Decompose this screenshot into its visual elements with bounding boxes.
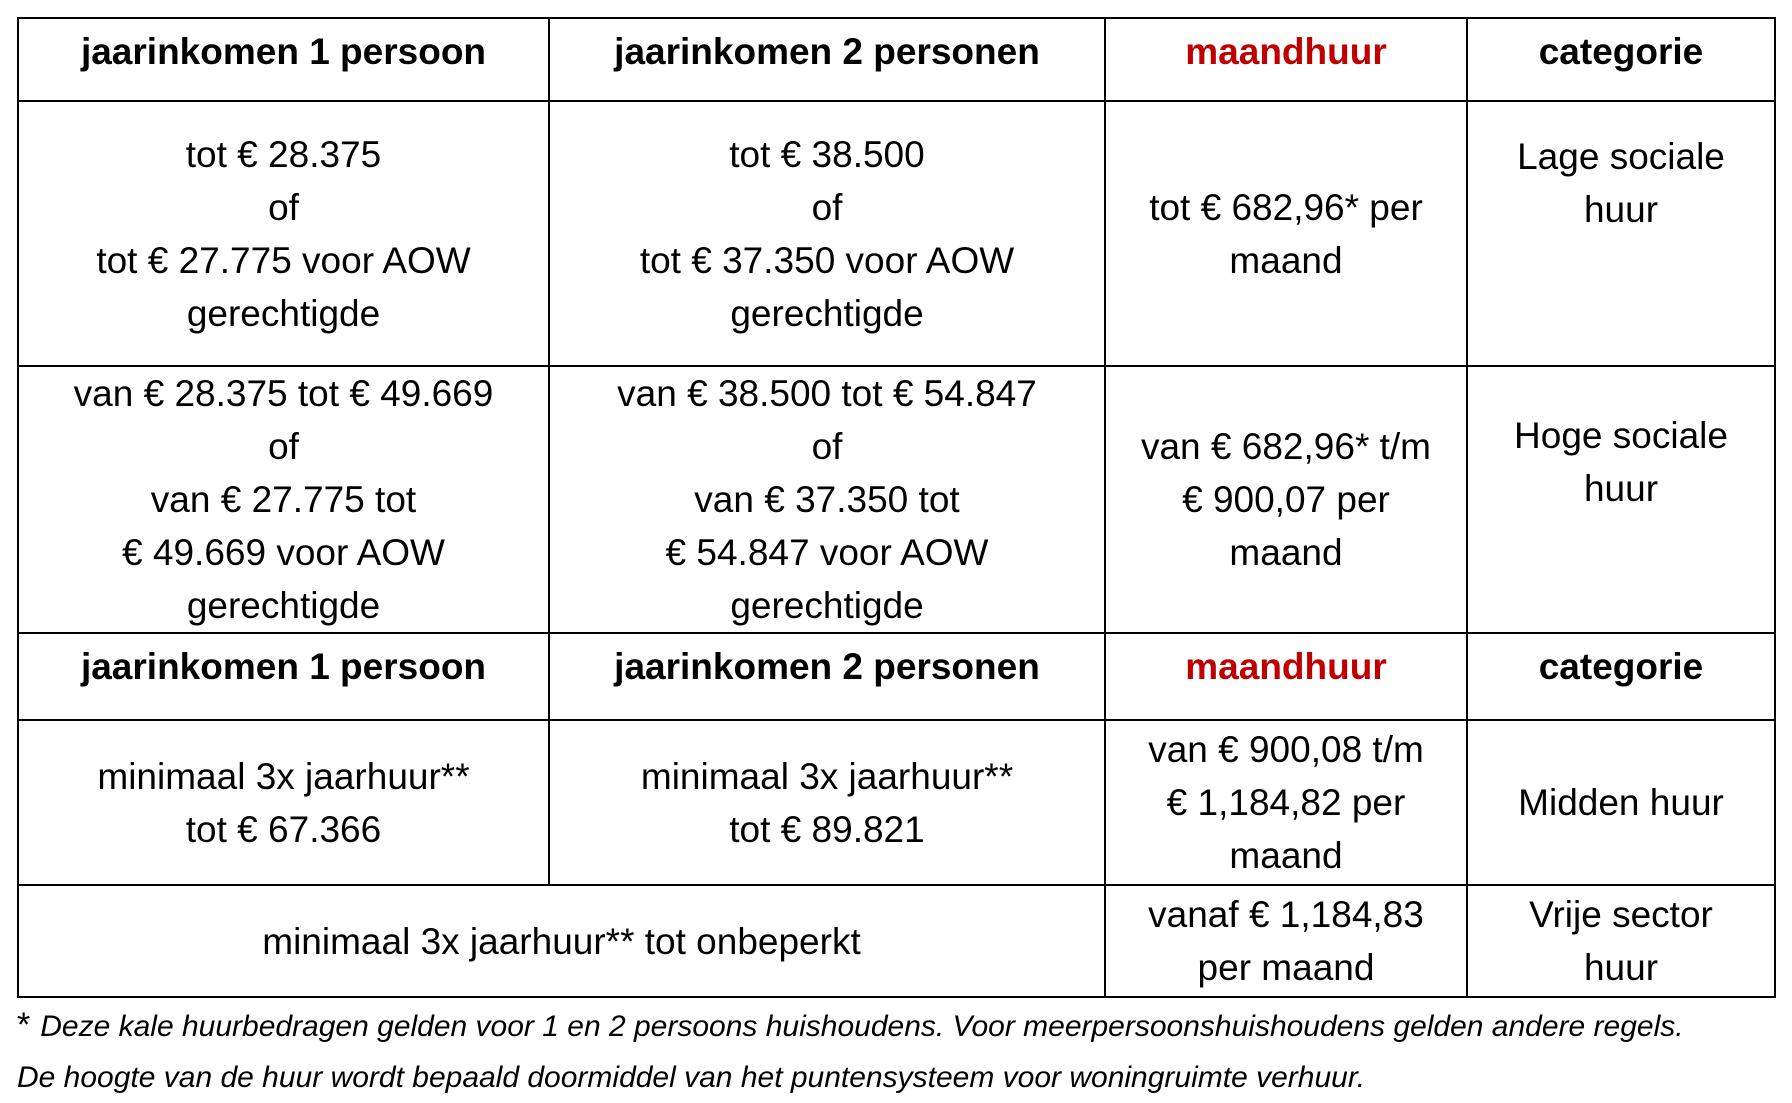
header-monthly-rent: maandhuur bbox=[1105, 633, 1467, 720]
header-income-1-person: jaarinkomen 1 persoon bbox=[18, 633, 549, 720]
footnote bbox=[17, 1000, 1787, 1103]
cell-monthly-rent bbox=[1105, 101, 1467, 366]
cell-line: Hoge sociale bbox=[1514, 415, 1728, 456]
cell-line: tot € 28.375 bbox=[185, 133, 382, 175]
cell-income-1-person bbox=[18, 720, 549, 885]
cell-income-2-persons bbox=[549, 366, 1105, 633]
cell-category bbox=[1467, 366, 1775, 633]
cell-line: maand bbox=[1229, 835, 1343, 876]
cell-line: of bbox=[811, 426, 843, 467]
cell-line: huur bbox=[1583, 189, 1659, 230]
cell-line: € 1,184,82 per bbox=[1166, 782, 1406, 823]
cell-line: van € 27.775 tot bbox=[150, 479, 417, 520]
cell-line: tot € 89.821 bbox=[729, 808, 925, 850]
footnote-text-1: Deze kale huurbedragen gelden voor 1 en 2 persoons huishoudens. Voor meerpersoonshuishoudens gelden andere regels. bbox=[40, 1010, 1684, 1043]
cell-income-1-person bbox=[18, 366, 549, 633]
cell-income-2-persons bbox=[549, 720, 1105, 885]
cell-line: tot € 682,96* per bbox=[1149, 186, 1423, 228]
cell-line: gerechtigde bbox=[730, 292, 924, 334]
cell-line: maand bbox=[1229, 532, 1343, 573]
cell-line: tot € 27.775 voor AOW bbox=[96, 239, 471, 281]
cell-category bbox=[1467, 885, 1775, 997]
cell-line: tot € 38.500 bbox=[729, 133, 925, 175]
footnote-line-1 bbox=[17, 1000, 1787, 1052]
cell-income-2-persons bbox=[549, 101, 1105, 366]
row-free-sector bbox=[18, 885, 1775, 997]
cell-line: of bbox=[268, 186, 299, 228]
row-middle-rent bbox=[18, 720, 1775, 885]
cell-line: of bbox=[268, 426, 299, 467]
header-income-2-persons: jaarinkomen 2 personen bbox=[549, 633, 1105, 720]
cell-category bbox=[1467, 720, 1775, 885]
cell-line: € 54.847 voor AOW bbox=[665, 532, 989, 573]
cell-income-merged: minimaal 3x jaarhuur** tot onbeperkt bbox=[18, 885, 1105, 997]
cell-line: of bbox=[811, 186, 843, 228]
header-row bbox=[18, 18, 1775, 101]
cell-line: van € 900,08 t/m bbox=[1148, 729, 1424, 770]
cell-line: Lage sociale bbox=[1517, 136, 1725, 177]
cell-income-1-person bbox=[18, 101, 549, 366]
cell-line: minimaal 3x jaarhuur** bbox=[640, 755, 1014, 797]
row-low-social bbox=[18, 101, 1775, 366]
footnote-line-2: De hoogte van de huur wordt bepaald doormiddel van het puntensysteem voor woningruimte verhuur. bbox=[17, 1061, 1366, 1094]
header-category: categorie bbox=[1467, 633, 1775, 720]
header-category: categorie bbox=[1467, 18, 1775, 101]
cell-line: tot € 67.366 bbox=[185, 808, 382, 850]
cell-line: € 900,07 per bbox=[1182, 479, 1390, 520]
cell-line: per maand bbox=[1197, 947, 1375, 988]
cell-category bbox=[1467, 101, 1775, 366]
cell-monthly-rent bbox=[1105, 885, 1467, 997]
cell-line: van € 682,96* t/m bbox=[1140, 426, 1432, 467]
header-monthly-rent: maandhuur bbox=[1105, 18, 1467, 101]
cell-line: Midden huur bbox=[1518, 782, 1724, 823]
header-row-2 bbox=[18, 633, 1775, 720]
cell-line: vanaf € 1,184,83 bbox=[1148, 894, 1424, 935]
header-income-1-person: jaarinkomen 1 persoon bbox=[18, 18, 549, 101]
cell-line: van € 38.500 tot € 54.847 bbox=[617, 373, 1037, 414]
asterisk-marker: * bbox=[17, 1006, 31, 1044]
cell-monthly-rent bbox=[1105, 366, 1467, 633]
row-high-social bbox=[18, 366, 1775, 633]
cell-line: van € 37.350 tot bbox=[694, 479, 960, 520]
cell-line: minimaal 3x jaarhuur** bbox=[97, 755, 470, 797]
cell-line: gerechtigde bbox=[186, 292, 381, 334]
cell-line: gerechtigde bbox=[186, 585, 381, 626]
rent-category-table bbox=[17, 17, 1776, 998]
cell-line: maand bbox=[1229, 239, 1343, 281]
cell-line: € 49.669 voor AOW bbox=[122, 532, 445, 573]
cell-line: huur bbox=[1583, 468, 1659, 509]
cell-monthly-rent bbox=[1105, 720, 1467, 885]
header-income-2-persons: jaarinkomen 2 personen bbox=[549, 18, 1105, 101]
cell-line: van € 28.375 tot € 49.669 bbox=[73, 373, 494, 414]
cell-line: huur bbox=[1583, 947, 1659, 988]
cell-line: gerechtigde bbox=[730, 585, 924, 626]
cell-line: Vrije sector bbox=[1529, 894, 1713, 935]
cell-line: tot € 37.350 voor AOW bbox=[639, 239, 1015, 281]
